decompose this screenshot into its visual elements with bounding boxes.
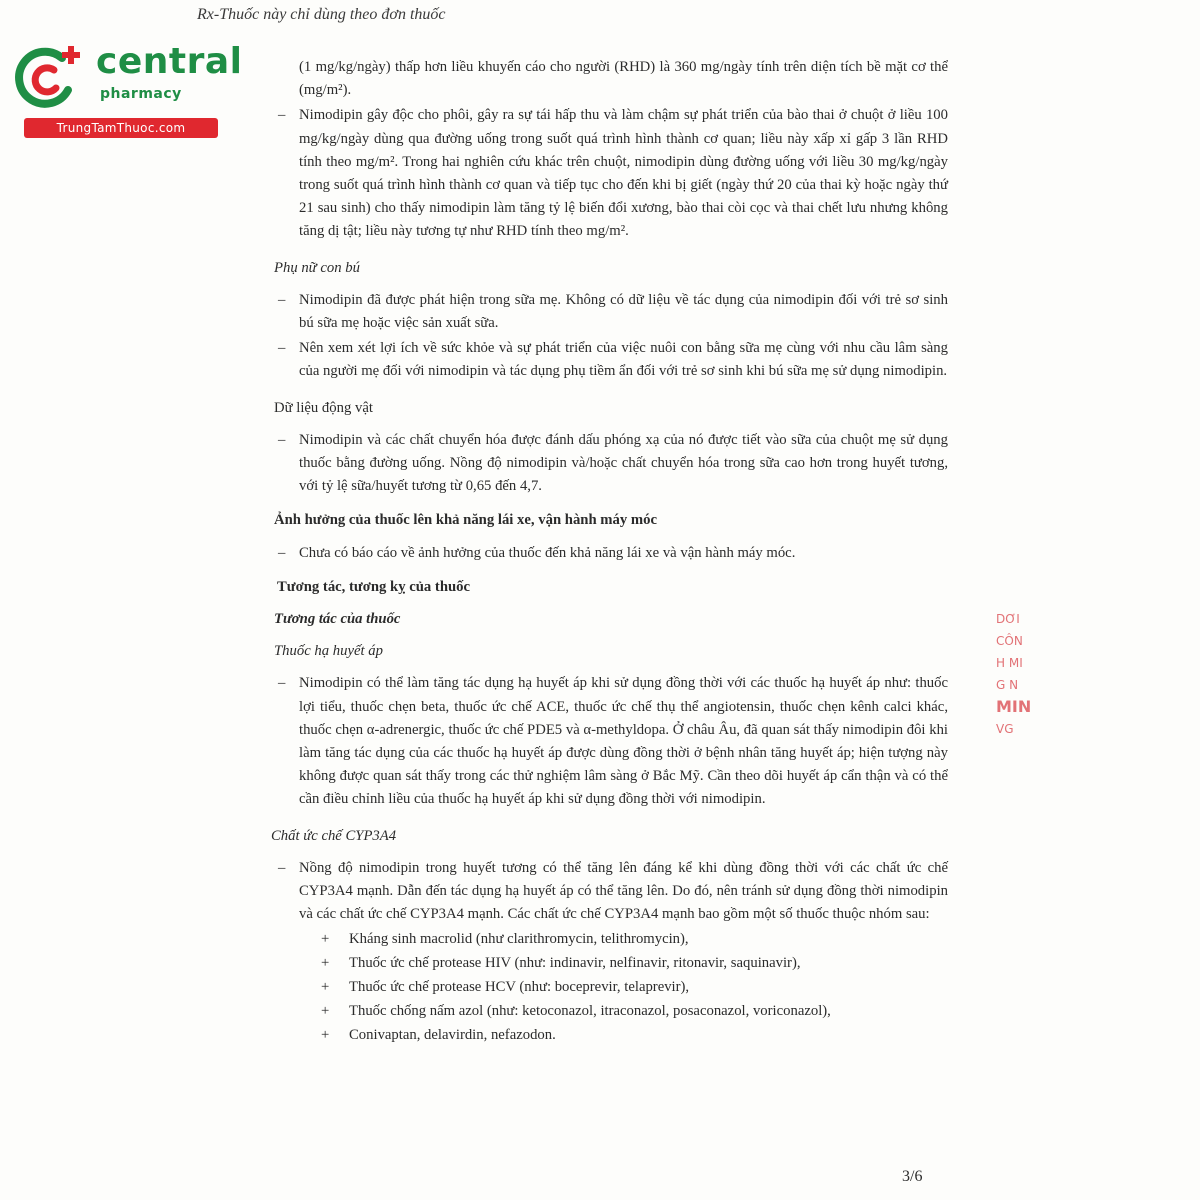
list-item: + Conivaptan, delavirdin, nefazodon.	[268, 1023, 948, 1047]
pharmacy-logo[interactable]	[10, 38, 243, 138]
heading-lactation: Phụ nữ con bú	[274, 259, 360, 276]
dash-bullet: –	[278, 291, 286, 308]
list-item: + Thuốc chống nấm azol (như: ketoconazol, itraconazol, posaconazol, voriconazol),	[268, 999, 948, 1023]
dash-bullet: –	[278, 340, 286, 357]
bullet-animal-data: – Nimodipin và các chất chuyển hóa được đánh dấu phóng xạ của nó được tiết vào sữa của chuột mẹ sử dụng thuốc bằng đường uống. Nồng độ nimodipin và/hoặc chất chuyển hóa trong sữa cao hơn trong huyết tương, với tỷ lệ sữa/huyết tương từ 0,65 đến 4,7.	[268, 429, 948, 499]
logo-name: central	[96, 41, 243, 82]
bullet-breast-milk: – Nimodipin đã được phát hiện trong sữa mẹ. Không có dữ liệu về tác dụng của nimodipin đối với trẻ sơ sinh bú sữa mẹ hoặc việc sản xuất sữa.	[268, 289, 948, 335]
plus-bullet: +	[321, 1002, 330, 1019]
list-item: + Thuốc ức chế protease HCV (như: boceprevir, telaprevir),	[268, 975, 948, 999]
list-item: + Thuốc ức chế protease HIV (như: indinavir, nelfinavir, ritonavir, saquinavir),	[268, 951, 948, 975]
bullet-driving: – Chưa có báo cáo về ảnh hưởng của thuốc đến khả năng lái xe và vận hành máy móc.	[268, 542, 948, 565]
document-body	[268, 56, 948, 1047]
dash-bullet: –	[278, 859, 286, 876]
bullet-antihypertensive: – Nimodipin có thể làm tăng tác dụng hạ huyết áp khi sử dụng đồng thời với các thuốc hạ huyết áp như: thuốc lợi tiểu, thuốc chẹn beta, thuốc ức chế ACE, thuốc ức chế thụ thể angiotensin, thuốc chẹn kênh calci khác, thuốc chẹn α-adrenergic, thuốc ức chế PDE5 và α-methyldopa. Ở châu Âu, đã quan sát thấy nimodipin đôi khi làm tăng tác dụng của các thuốc hạ huyết áp được dùng đồng thời ở bệnh nhân tăng huyết áp; hiện tượng này không được quan sát thấy trong các thử nghiệm lâm sàng ở Bắc Mỹ. Cần theo dõi huyết áp cẩn thận và có thể cần điều chỉnh liều của thuốc hạ huyết áp khi sử dụng đồng thời với nimodipin.	[268, 672, 948, 811]
heading-antihypertensive: Thuốc hạ huyết áp	[274, 643, 383, 660]
dash-bullet: –	[278, 431, 286, 448]
bullet-embryo-toxicity: – Nimodipin gây độc cho phôi, gây ra sự tái hấp thu và làm chậm sự phát triển của bào thai ở chuột ở liều 100 mg/kg/ngày dùng qua đường uống trong suốt quá trình hình thành cơ quan; liều này xấp xỉ gấp 3 lần RHD tính theo mg/m². Trong hai nghiên cứu khác trên chuột, nimodipin dùng đường uống với liều 30 mg/kg/ngày trong suốt quá trình hình thành cơ quan và tiếp tục cho đến khi bị giết (ngày thứ 20 của thai kỳ hoặc ngày thứ 21 sau sinh) cho thấy nimodipin làm tăng tỷ lệ biến đổi xương, bào thai còi cọc và thai chết lưu nhưng không tăng dị tật; liều này tương tự như RHD tính theo mg/m².	[268, 104, 948, 243]
heading-driving: Ảnh hưởng của thuốc lên khả năng lái xe, vận hành máy móc	[274, 512, 657, 529]
dash-bullet: –	[278, 544, 286, 561]
bullet-cyp3a4: – Nồng độ nimodipin trong huyết tương có thể tăng lên đáng kể khi dùng đồng thời với các chất ức chế CYP3A4 mạnh. Dẫn đến tác dụng hạ huyết áp có thể tăng lên. Do đó, nên tránh sử dụng đồng thời nimodipin và các chất ức chế CYP3A4 mạnh. Các chất ức chế CYP3A4 mạnh bao gồm một số thuốc thuộc nhóm sau:	[268, 857, 948, 927]
plus-bullet: +	[321, 930, 330, 947]
dash-bullet: –	[278, 675, 286, 692]
paragraph-dose-continuation: (1 mg/kg/ngày) thấp hơn liều khuyến cáo cho người (RHD) là 360 mg/ngày tính trên diện tích bề mặt cơ thể (mg/m²).	[299, 59, 948, 99]
logo-website-link[interactable]: TrungTamThuoc.com	[24, 118, 218, 138]
plus-bullet: +	[321, 1026, 330, 1043]
logo-subtitle: pharmacy	[100, 86, 182, 102]
heading-cyp3a4: Chất ức chế CYP3A4	[271, 827, 397, 844]
bullet-consider-benefit: – Nên xem xét lợi ích về sức khỏe và sự phát triển của việc nuôi con bằng sữa mẹ cùng với nhu cầu lâm sàng của người mẹ đối với nimodipin và tác dụng phụ tiềm ẩn đối với trẻ sơ sinh khi bú sữa mẹ sử dụng nimodipin.	[268, 337, 948, 383]
page-header: Rx-Thuốc này chỉ dùng theo đơn thuốc	[197, 6, 446, 23]
list-item: + Kháng sinh macrolid (như clarithromycin, telithromycin),	[268, 927, 948, 951]
heading-interactions: Tương tác, tương kỵ của thuốc	[277, 578, 471, 595]
plus-bullet: +	[321, 978, 330, 995]
official-stamp-fragment: DƠI CÔN H MI G N MIN VG	[996, 612, 1032, 736]
heading-animal-data: Dữ liệu động vật	[274, 399, 373, 416]
plus-bullet: +	[321, 954, 330, 971]
page-number: 3/6	[902, 1168, 923, 1185]
dash-bullet: –	[278, 107, 286, 124]
heading-drug-interactions: Tương tác của thuốc	[274, 611, 401, 628]
central-pharmacy-logo-icon	[10, 40, 86, 116]
